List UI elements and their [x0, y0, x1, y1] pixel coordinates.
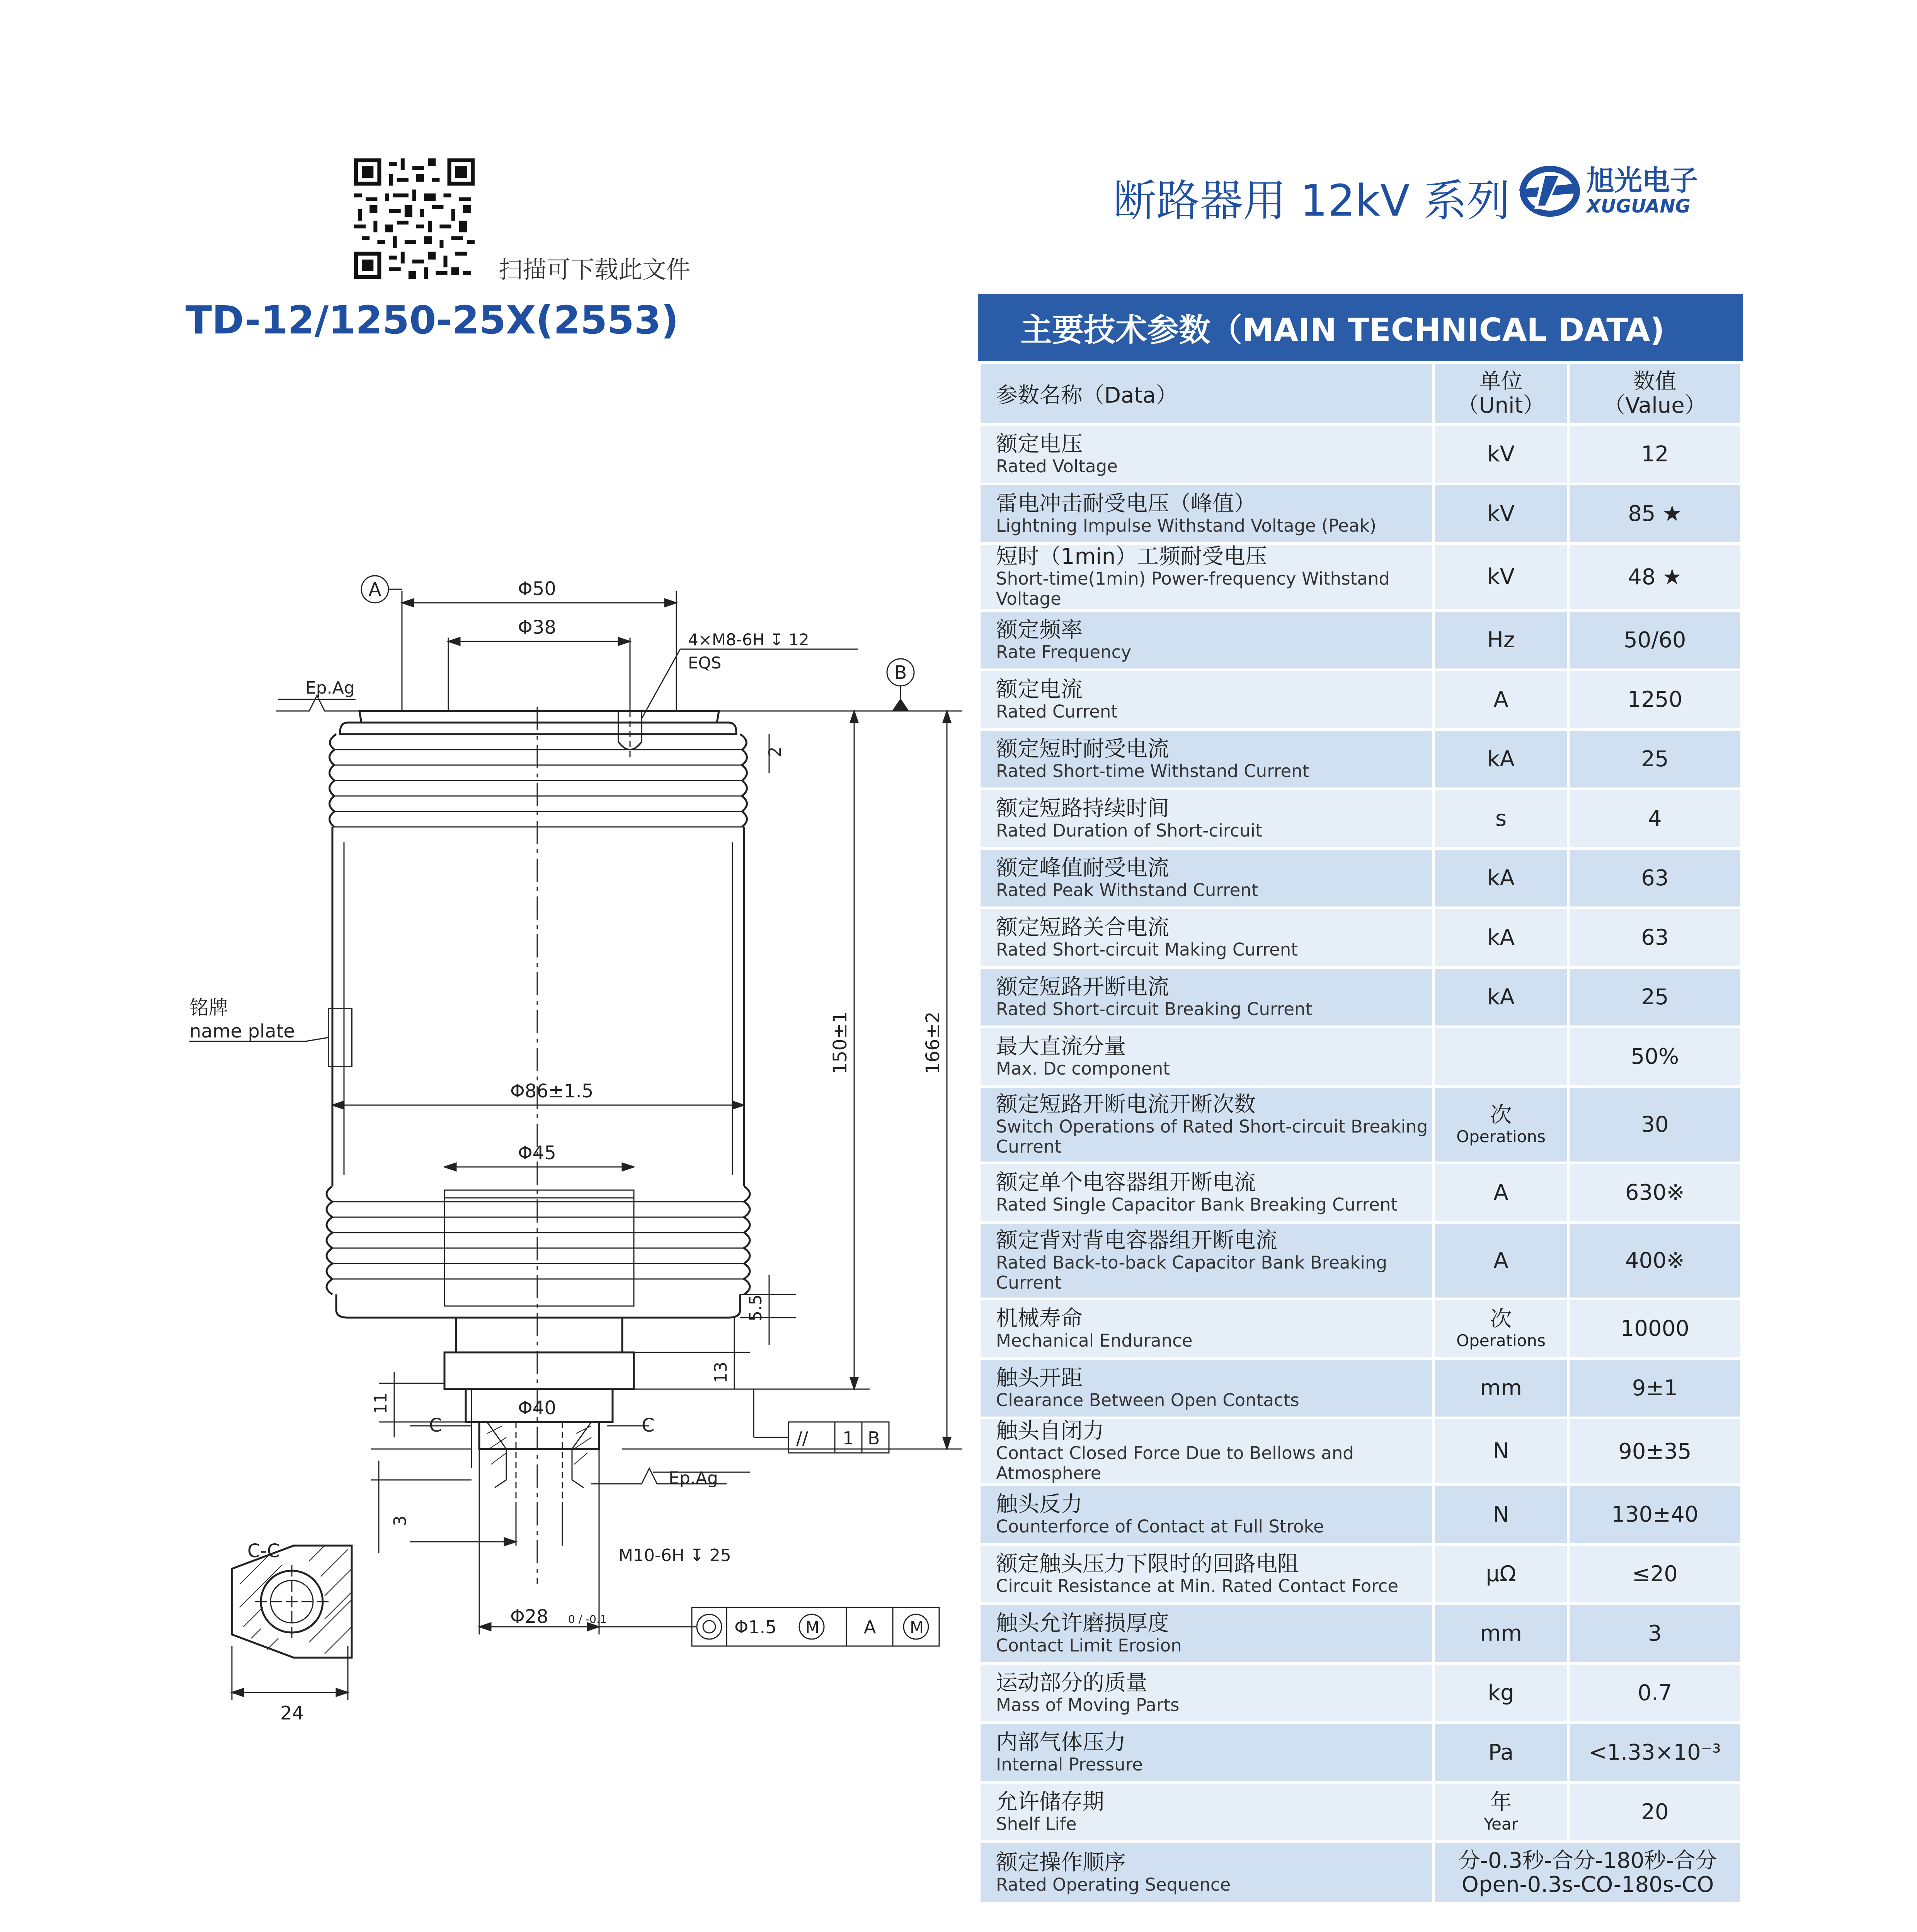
unit-cell: A: [1493, 1248, 1508, 1273]
value-cell: 63: [1568, 849, 1742, 908]
param-name-zh: 额定背对背电容器组开断电流: [996, 1228, 1277, 1253]
value-cell: 12: [1568, 425, 1742, 484]
brand-logo: [1519, 162, 1751, 220]
table-row-sequence: [979, 1842, 1742, 1904]
param-name-en: Rated Voltage: [996, 456, 1118, 476]
header-value-zh: 数值: [1633, 369, 1677, 394]
main-table-title: 主要技术参数（MAIN TECHNICAL DATA): [978, 294, 1743, 361]
dim-5-5: 5.5: [746, 1294, 766, 1321]
table-row: [979, 968, 1742, 1027]
table-row: [979, 849, 1742, 908]
param-name-en: Short-time(1min) Power-frequency Withstand Voltage: [996, 568, 1390, 609]
value-cell: 63: [1568, 908, 1742, 968]
unit-cell-en: Operations: [1456, 1127, 1546, 1146]
param-name-zh: 雷电冲击耐受电压（峰值）: [996, 491, 1256, 516]
param-name-zh: 额定触头压力下限时的回路电阻: [996, 1551, 1299, 1577]
interrupter-body: [327, 711, 750, 1507]
table-row: [979, 1418, 1742, 1485]
table-row: [979, 1027, 1742, 1087]
table-row: [979, 1223, 1742, 1299]
thread-top: 4×M8-6H ↧ 12: [688, 630, 809, 649]
section-c-right: C: [642, 1415, 655, 1436]
table-row: [979, 789, 1742, 849]
main-technical-table: [978, 361, 1743, 1905]
param-name-en: Internal Pressure: [996, 1754, 1143, 1775]
param-name-en: Rated Peak Withstand Current: [996, 879, 1258, 900]
ep-ag-bottom: Ep.Ag: [669, 1468, 718, 1488]
main-table-header: [979, 363, 1742, 425]
param-name-en: Rate Frequency: [996, 641, 1131, 662]
value-cell: 85 ★: [1568, 484, 1742, 544]
unit-cell: mm: [1479, 1621, 1522, 1646]
value-cell: 90±35: [1568, 1418, 1742, 1485]
dim-phi86: Φ86±1.5: [510, 1080, 594, 1102]
param-name-en: Mass of Moving Parts: [996, 1694, 1180, 1715]
section-cc-label: C-C: [247, 1540, 280, 1562]
unit-cell: kA: [1487, 984, 1515, 1010]
qr-caption: 扫描可下载此文件: [499, 255, 691, 284]
unit-cell: s: [1495, 806, 1507, 831]
param-name-en: Circuit Resistance at Min. Rated Contact Force: [996, 1575, 1399, 1596]
table-row: [979, 1359, 1742, 1418]
unit-cell: kg: [1488, 1680, 1514, 1706]
value-cell: <1.33×10⁻³: [1568, 1723, 1742, 1782]
header-param: 参数名称（Data）: [979, 363, 1434, 425]
ep-ag-top: Ep.Ag: [305, 678, 355, 698]
unit-cell: A: [1493, 687, 1508, 712]
value-cell: ≤20: [1568, 1544, 1742, 1604]
value-cell: 3: [1568, 1604, 1742, 1663]
param-name-zh: 额定短路开断电流开断次数: [996, 1092, 1256, 1117]
param-name-zh: 额定单个电容器组开断电流: [996, 1170, 1256, 1195]
unit-cell: N: [1493, 1439, 1509, 1464]
unit-cell: kA: [1487, 746, 1515, 772]
param-name-zh: 额定短路开断电流: [996, 974, 1169, 1000]
mmc-symbol-2: M: [910, 1618, 924, 1637]
table-row: [979, 670, 1742, 730]
table-row: [979, 730, 1742, 789]
mmc-symbol-1: M: [805, 1618, 820, 1637]
dimension-lines: [189, 576, 962, 1700]
param-name-zh: 触头允许磨损厚度: [996, 1611, 1169, 1636]
unit-cell: Pa: [1488, 1740, 1514, 1765]
position-tolerance: Φ1.5: [734, 1617, 777, 1638]
param-name-zh: 触头开距: [996, 1365, 1083, 1391]
dim-3: 3: [390, 1515, 410, 1526]
value-cell: 1250: [1568, 670, 1742, 730]
unit-cell: kV: [1487, 441, 1515, 467]
value-cell: 50%: [1568, 1027, 1742, 1087]
param-name-zh: 允许储存期: [996, 1789, 1104, 1815]
param-name-en: Contact Limit Erosion: [996, 1635, 1182, 1656]
parallel-tolerance: 1: [843, 1428, 854, 1449]
param-name-zh: 触头反力: [996, 1492, 1083, 1517]
param-name-zh: 额定短路关合电流: [996, 915, 1169, 940]
model-title: TD-12/1250-25X(2553): [186, 298, 679, 343]
unit-cell: 次: [1490, 1306, 1512, 1332]
dim-150: 150±1: [829, 1011, 851, 1074]
datum-b-label: B: [894, 662, 907, 684]
value-cell: 130±40: [1568, 1485, 1742, 1544]
dim-13: 13: [711, 1362, 731, 1383]
param-name-en: Contact Closed Force Due to Bellows and Atmosphere: [996, 1443, 1354, 1483]
unit-cell: kA: [1487, 865, 1515, 891]
param-name-en: Rated Current: [996, 701, 1118, 722]
brand-name-zh: 旭光电子: [1587, 164, 1698, 197]
nameplate-zh: 铭牌: [189, 997, 228, 1019]
unit-cell: kA: [1487, 925, 1515, 950]
series-title: 断路器用 12kV 系列: [1113, 176, 1510, 226]
param-name-zh: 最大直流分量: [996, 1034, 1126, 1059]
qr-code: [354, 158, 475, 279]
unit-cell: mm: [1479, 1375, 1522, 1401]
value-cell: 400※: [1568, 1223, 1742, 1299]
param-name-en: Rated Short-time Withstand Current: [996, 760, 1309, 781]
sequence-value-en: Open-0.3s-CO-180s-CO: [1461, 1872, 1714, 1897]
table-row: [979, 908, 1742, 968]
table-row: [979, 425, 1742, 484]
value-cell: 0.7: [1568, 1663, 1742, 1723]
param-name-en: Rated Short-circuit Making Current: [996, 939, 1298, 960]
unit-cell: 次: [1490, 1102, 1512, 1128]
param-name-en: Rated Operating Sequence: [996, 1874, 1231, 1895]
dim-24: 24: [280, 1702, 304, 1724]
datum-a-label: A: [368, 579, 381, 600]
value-cell: 48 ★: [1568, 544, 1742, 611]
value-cell: 20: [1568, 1782, 1742, 1842]
table-row: [979, 1087, 1742, 1163]
table-row: [979, 1163, 1742, 1223]
dim-phi40: Φ40: [518, 1397, 556, 1419]
value-cell: 50/60: [1568, 611, 1742, 670]
table-row: [979, 1604, 1742, 1663]
table-row: [979, 1299, 1742, 1359]
param-name-zh: 额定电流: [996, 677, 1083, 702]
unit-cell-en: Operations: [1456, 1331, 1546, 1350]
param-name-zh: 额定短路持续时间: [996, 796, 1169, 821]
value-cell: 4: [1568, 789, 1742, 849]
param-name-zh: 运动部分的质量: [996, 1670, 1147, 1696]
param-name-en: Rated Short-circuit Breaking Current: [996, 998, 1313, 1019]
unit-cell: kV: [1487, 501, 1515, 526]
table-row: [979, 544, 1742, 611]
param-name-en: Clearance Between Open Contacts: [996, 1389, 1299, 1410]
table-row: [979, 1723, 1742, 1782]
position-datum: A: [864, 1617, 876, 1638]
dim-2: 2: [765, 747, 785, 757]
unit-cell: A: [1493, 1180, 1508, 1205]
section-c-left: C: [429, 1415, 442, 1436]
param-name-zh: 额定操作顺序: [996, 1850, 1126, 1875]
table-row: [979, 1485, 1742, 1544]
param-name-zh: 额定短时耐受电流: [996, 736, 1169, 762]
nameplate-en: name plate: [189, 1020, 295, 1042]
unit-cell: Hz: [1487, 627, 1515, 653]
unit-cell: kV: [1487, 564, 1515, 589]
value-cell: 25: [1568, 968, 1742, 1027]
param-name-en: Switch Operations of Rated Short-circuit Breaking Current: [996, 1116, 1428, 1157]
param-name-en: Max. Dc component: [996, 1058, 1170, 1079]
param-name-zh: 额定频率: [996, 617, 1083, 643]
param-name-en: Mechanical Endurance: [996, 1330, 1193, 1351]
table-row: [979, 1782, 1742, 1842]
parallel-symbol: //: [796, 1428, 808, 1449]
param-name-zh: 额定峰值耐受电流: [996, 855, 1169, 881]
param-name-en: Shelf Life: [996, 1813, 1077, 1834]
value-cell: 9±1: [1568, 1359, 1742, 1418]
unit-cell: 年: [1490, 1789, 1512, 1815]
table-row: [979, 611, 1742, 670]
param-name-zh: 机械寿命: [996, 1306, 1083, 1331]
brand-name-en: XUGUANG: [1587, 196, 1691, 217]
dim-phi50: Φ50: [518, 578, 556, 600]
param-name-en: Rated Duration of Short-circuit: [996, 820, 1262, 841]
value-cell: 25: [1568, 730, 1742, 789]
value-cell: 30: [1568, 1087, 1742, 1163]
header-unit-en: （Unit）: [1457, 393, 1545, 418]
dim-phi28: Φ28: [510, 1606, 548, 1628]
dim-11: 11: [371, 1393, 391, 1414]
header-value-en: （Value）: [1603, 393, 1706, 418]
dim-phi28-tol: 0 / -0.1: [568, 1613, 607, 1626]
table-row: [979, 1544, 1742, 1604]
param-name-en: Lightning Impulse Withstand Voltage (Peak): [996, 515, 1377, 536]
param-name-zh: 内部气体压力: [996, 1730, 1126, 1755]
param-name-zh: 短时（1min）工频耐受电压: [996, 544, 1267, 569]
unit-cell: μΩ: [1486, 1561, 1516, 1587]
param-name-zh: 触头自闭力: [996, 1418, 1104, 1444]
dim-phi45: Φ45: [518, 1142, 556, 1164]
value-cell: 10000: [1568, 1299, 1742, 1359]
param-name-zh: 额定电压: [996, 431, 1083, 457]
brand-logo-icon: [1519, 169, 1577, 214]
param-name-en: Rated Single Capacitor Bank Breaking Current: [996, 1194, 1398, 1215]
technical-drawing: [178, 541, 974, 1855]
param-name-en: Counterforce of Contact at Full Stroke: [996, 1516, 1324, 1537]
unit-cell: N: [1493, 1502, 1509, 1527]
dim-166: 166±2: [922, 1011, 944, 1074]
value-cell: 630※: [1568, 1163, 1742, 1223]
dim-phi38: Φ38: [518, 617, 556, 638]
sequence-value-zh: 分-0.3秒-合分-180秒-合分: [1458, 1848, 1717, 1873]
table-row: [979, 484, 1742, 544]
thread-bottom: M10-6H ↧ 25: [618, 1546, 731, 1565]
unit-cell-en: Year: [1484, 1814, 1518, 1833]
table-row: [979, 1663, 1742, 1723]
header-unit-zh: 单位: [1479, 369, 1523, 394]
eqs-label: EQS: [688, 653, 722, 672]
parallel-datum: B: [868, 1428, 880, 1449]
param-name-en: Rated Back-to-back Capacitor Bank Breaking Current: [996, 1252, 1388, 1293]
